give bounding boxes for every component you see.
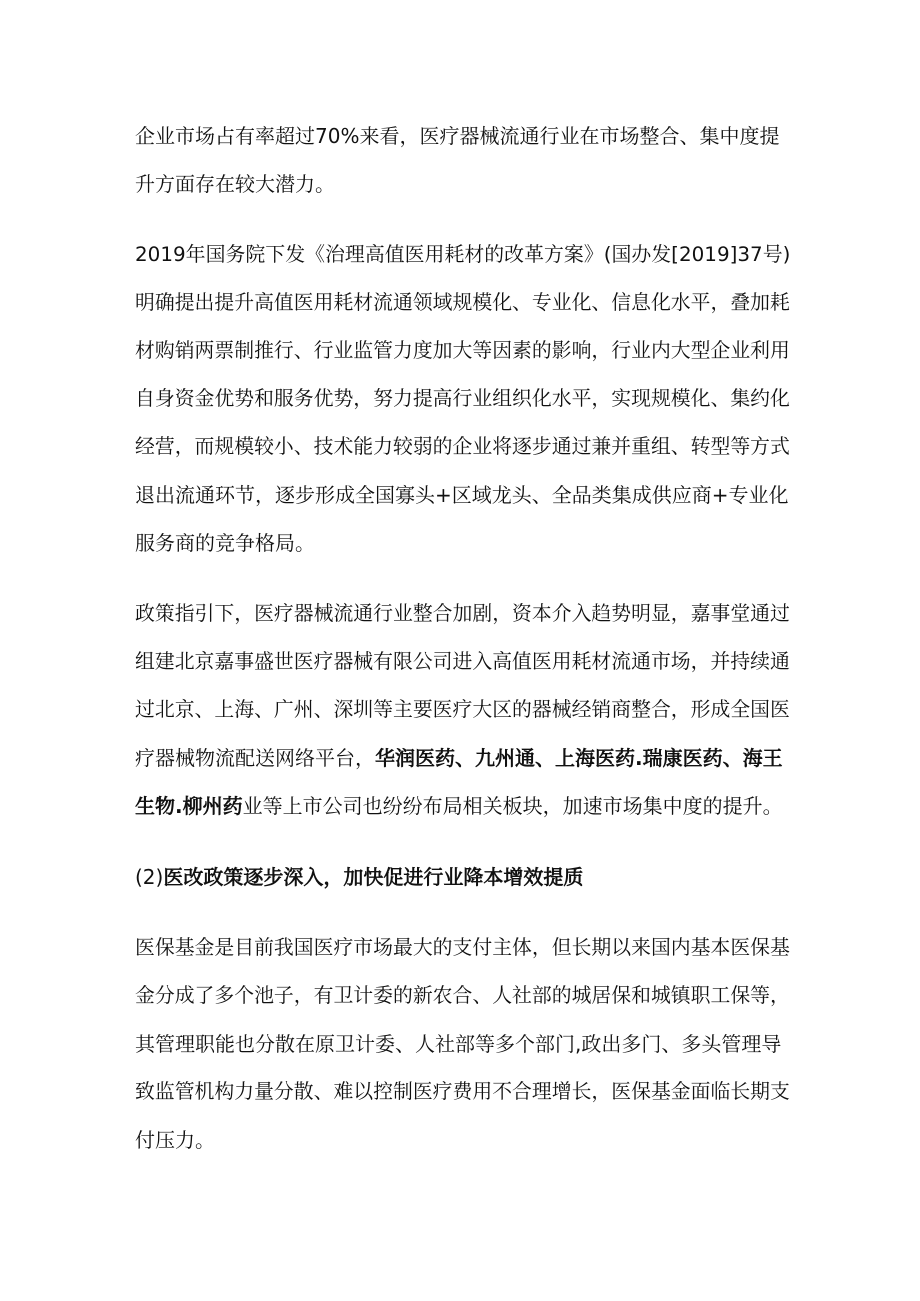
paragraph-2-line-4: 自身资金优势和服务优势，努力提高行业组织化水平，实现规模化、集约化 [135, 387, 790, 410]
paragraph-3-line-4 [135, 745, 783, 771]
paragraph-3-line-4-normal: 疗器械物流配送网络平台， [135, 746, 375, 770]
paragraph-4-line-3: 其管理职能也分散在原卫计委、人社部等多个部门,政出多门、多头管理导 [135, 1032, 782, 1056]
paragraph-3-line-5-bold: 生物.柳州药 [135, 794, 243, 818]
paragraph-2-line-2: 明确提出提升高值医用耗材流通领域规模化、专业化、信息化水平，叠加耗 [135, 291, 790, 314]
paragraph-4-line-4: 致监管机构力量分散、难以控制医疗费用不合理增长，医保基金面临长期支 [135, 1080, 790, 1103]
section-heading-number: (2) [135, 865, 164, 889]
paragraph-2-line-6: 退出流通环节，逐步形成全国寡头+区域龙头、全品类集成供应商+专业化 [135, 483, 789, 507]
paragraph-4-line-1: 医保基金是目前我国医疗市场最大的支付主体，但长期以来国内基本医保基 [135, 936, 790, 959]
paragraph-3-line-1: 政策指引下，医疗器械流通行业整合加剧，资本介入趋势明显，嘉事堂通过 [135, 602, 790, 625]
paragraph-1-line-1: 企业市场占有率超过70%来看，医疗器械流通行业在市场整合、集中度提 [135, 124, 780, 148]
paragraph-3-line-2: 组建北京嘉事盛世医疗器械有限公司进入高值医用耗材流通市场，并持续通 [135, 650, 790, 673]
section-heading [135, 864, 583, 890]
paragraph-3-line-5-normal: 业等上市公司也纷纷布局相关板块，加速市场集中度的提升。 [242, 794, 783, 818]
paragraph-3-line-3: 过北京、上海、广州、深圳等主要医疗大区的器械经销商整合，形成全国医 [135, 698, 790, 721]
paragraph-2-line-7: 服务商的竞争格局。 [135, 531, 315, 555]
paragraph-2-line-1: 2019年国务院下发《治理高值医用耗材的改革方案》(国办发[2019]37号) [135, 243, 791, 266]
paragraph-3-line-4-bold: 华润医药、九州通、上海医药.瑞康医药、海王 [375, 746, 783, 770]
paragraph-4-line-2: 金分成了多个池子，有卫计委的新农合、人社部的城居保和城镇职工保等， [135, 984, 790, 1007]
paragraph-3-line-5 [135, 793, 783, 819]
paragraph-4-line-5: 付压力。 [135, 1128, 215, 1152]
paragraph-1-line-2: 升方面存在较大潜力。 [135, 172, 335, 196]
paragraph-2-line-5: 经营，而规模较小、技术能力较弱的企业将逐步通过兼并重组、转型等方式 [135, 435, 790, 458]
paragraph-2-line-3: 材购销两票制推行、行业监管力度加大等因素的影响，行业内大型企业利用 [135, 339, 790, 362]
section-heading-text: 医改政策逐步深入，加快促进行业降本增效提质 [163, 865, 584, 889]
